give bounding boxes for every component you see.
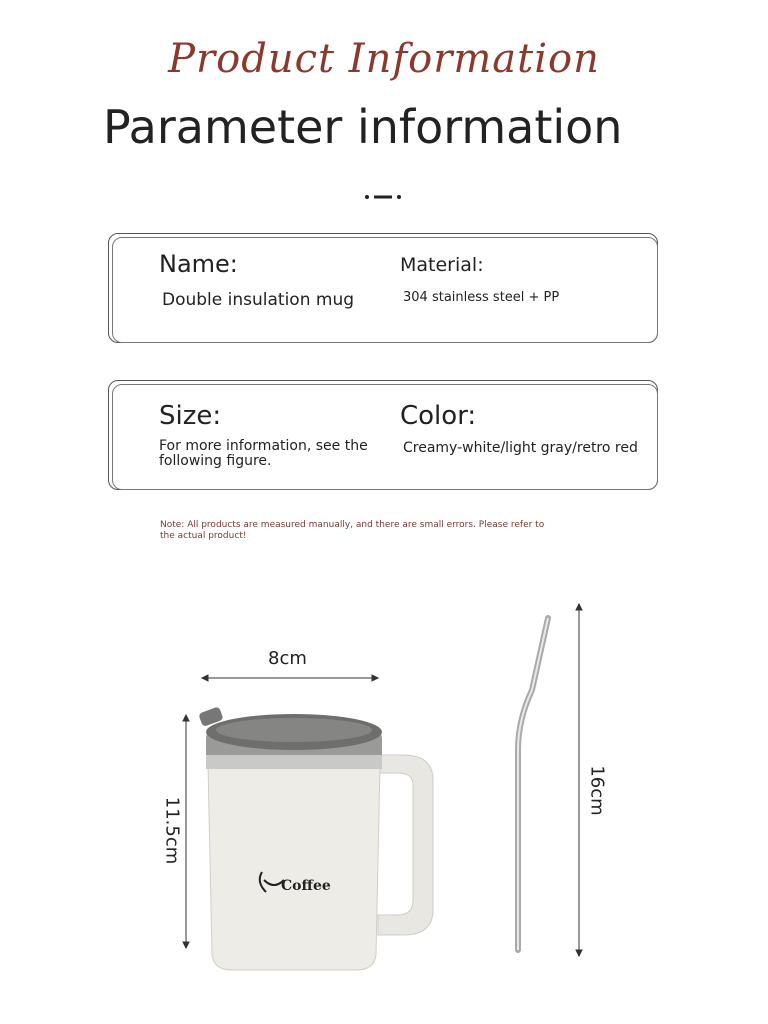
straw-arrow: [576, 604, 582, 956]
coffee-logo-text: Coffee: [281, 878, 331, 894]
material-label: Material:: [400, 254, 484, 276]
name-value: Double insulation mug: [162, 290, 355, 310]
mug-image: [198, 706, 433, 970]
material-value: 304 stainless steel + PP: [403, 290, 560, 305]
page-title: Parameter information: [103, 100, 623, 154]
color-label: Color:: [400, 401, 477, 431]
name-label: Name:: [159, 250, 238, 278]
divider-dots: [364, 193, 404, 201]
width-dimension: 8cm: [268, 648, 307, 669]
size-color-box: [108, 380, 658, 490]
height-arrow: [183, 715, 189, 948]
height-dimension: 11.5cm: [161, 796, 183, 865]
name-material-box: [108, 233, 658, 343]
size-label: Size:: [159, 401, 222, 431]
product-illustration: [0, 560, 768, 1024]
size-value: For more information, see the following figure.: [159, 438, 368, 469]
straw-image: [518, 618, 548, 950]
straw-dimension: 16cm: [586, 765, 608, 816]
measurement-note: Note: All products are measured manually, and there are small errors. Please refer to the actual product!: [160, 520, 545, 541]
script-title: Product Information: [168, 36, 600, 82]
color-value: Creamy-white/light gray/retro red: [403, 440, 638, 456]
width-arrow: [202, 675, 378, 681]
